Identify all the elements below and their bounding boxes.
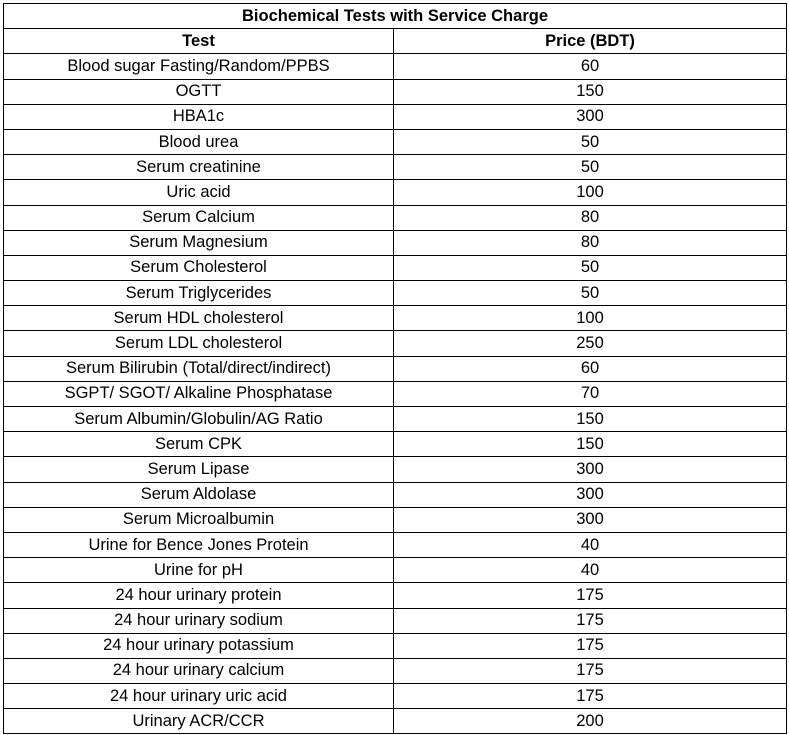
table-row [4, 230, 787, 255]
test-name-cell: Serum Bilirubin (Total/direct/indirect) [4, 356, 394, 381]
price-cell: 300 [394, 482, 787, 507]
price-cell: 70 [394, 381, 787, 406]
price-cell: 50 [394, 155, 787, 180]
price-cell: 175 [394, 633, 787, 658]
test-name-cell: Urine for pH [4, 558, 394, 583]
table-row [4, 532, 787, 557]
test-name-cell: Blood sugar Fasting/Random/PPBS [4, 54, 394, 79]
test-name-cell: Serum creatinine [4, 155, 394, 180]
price-cell: 200 [394, 709, 787, 734]
price-cell: 150 [394, 432, 787, 457]
table-row [4, 54, 787, 79]
test-name-cell: 24 hour urinary calcium [4, 658, 394, 683]
test-name-cell: Serum CPK [4, 432, 394, 457]
test-name-cell: 24 hour urinary sodium [4, 608, 394, 633]
table-row [4, 709, 787, 734]
table-row [4, 104, 787, 129]
table-title-row [4, 4, 787, 29]
test-name-cell: SGPT/ SGOT/ Alkaline Phosphatase [4, 381, 394, 406]
test-name-cell: Serum Microalbumin [4, 507, 394, 532]
price-cell: 50 [394, 255, 787, 280]
table-row [4, 381, 787, 406]
table-row [4, 684, 787, 709]
test-name-cell: 24 hour urinary uric acid [4, 684, 394, 709]
table-title: Biochemical Tests with Service Charge [4, 4, 787, 29]
test-name-cell: Serum Cholesterol [4, 255, 394, 280]
price-cell: 150 [394, 407, 787, 432]
price-cell: 300 [394, 507, 787, 532]
table-row [4, 205, 787, 230]
test-name-cell: Uric acid [4, 180, 394, 205]
test-name-cell: HBA1c [4, 104, 394, 129]
test-name-cell: Serum LDL cholesterol [4, 331, 394, 356]
price-cell: 300 [394, 104, 787, 129]
biochemical-tests-table [3, 3, 787, 734]
test-name-cell: Urine for Bence Jones Protein [4, 532, 394, 557]
header-price: Price (BDT) [394, 29, 787, 54]
table-row [4, 281, 787, 306]
price-cell: 80 [394, 230, 787, 255]
table-row [4, 482, 787, 507]
price-cell: 175 [394, 583, 787, 608]
table-body [4, 54, 787, 734]
table-row [4, 306, 787, 331]
table-row [4, 79, 787, 104]
table-row [4, 129, 787, 154]
test-name-cell: Serum Calcium [4, 205, 394, 230]
price-cell: 150 [394, 79, 787, 104]
test-name-cell: Serum Aldolase [4, 482, 394, 507]
price-cell: 60 [394, 356, 787, 381]
price-cell: 250 [394, 331, 787, 356]
test-name-cell: OGTT [4, 79, 394, 104]
price-cell: 80 [394, 205, 787, 230]
test-name-cell: Serum Triglycerides [4, 281, 394, 306]
price-cell: 60 [394, 54, 787, 79]
price-table-sheet [3, 3, 786, 734]
price-cell: 175 [394, 658, 787, 683]
table-row [4, 155, 787, 180]
price-cell: 100 [394, 180, 787, 205]
table-row [4, 432, 787, 457]
table-row [4, 558, 787, 583]
header-test: Test [4, 29, 394, 54]
test-name-cell: 24 hour urinary protein [4, 583, 394, 608]
test-name-cell: Serum HDL cholesterol [4, 306, 394, 331]
table-row [4, 331, 787, 356]
test-name-cell: Serum Albumin/Globulin/AG Ratio [4, 407, 394, 432]
table-row [4, 407, 787, 432]
table-row [4, 255, 787, 280]
test-name-cell: Serum Magnesium [4, 230, 394, 255]
table-row [4, 457, 787, 482]
test-name-cell: Serum Lipase [4, 457, 394, 482]
test-name-cell: Blood urea [4, 129, 394, 154]
price-cell: 175 [394, 684, 787, 709]
price-cell: 40 [394, 532, 787, 557]
price-cell: 40 [394, 558, 787, 583]
test-name-cell: Urinary ACR/CCR [4, 709, 394, 734]
table-row [4, 633, 787, 658]
price-cell: 50 [394, 281, 787, 306]
price-cell: 300 [394, 457, 787, 482]
test-name-cell: 24 hour urinary potassium [4, 633, 394, 658]
price-cell: 175 [394, 608, 787, 633]
price-cell: 50 [394, 129, 787, 154]
table-row [4, 608, 787, 633]
table-header-row [4, 29, 787, 54]
table-row [4, 583, 787, 608]
table-row [4, 507, 787, 532]
table-row [4, 180, 787, 205]
price-cell: 100 [394, 306, 787, 331]
table-row [4, 356, 787, 381]
table-row [4, 658, 787, 683]
